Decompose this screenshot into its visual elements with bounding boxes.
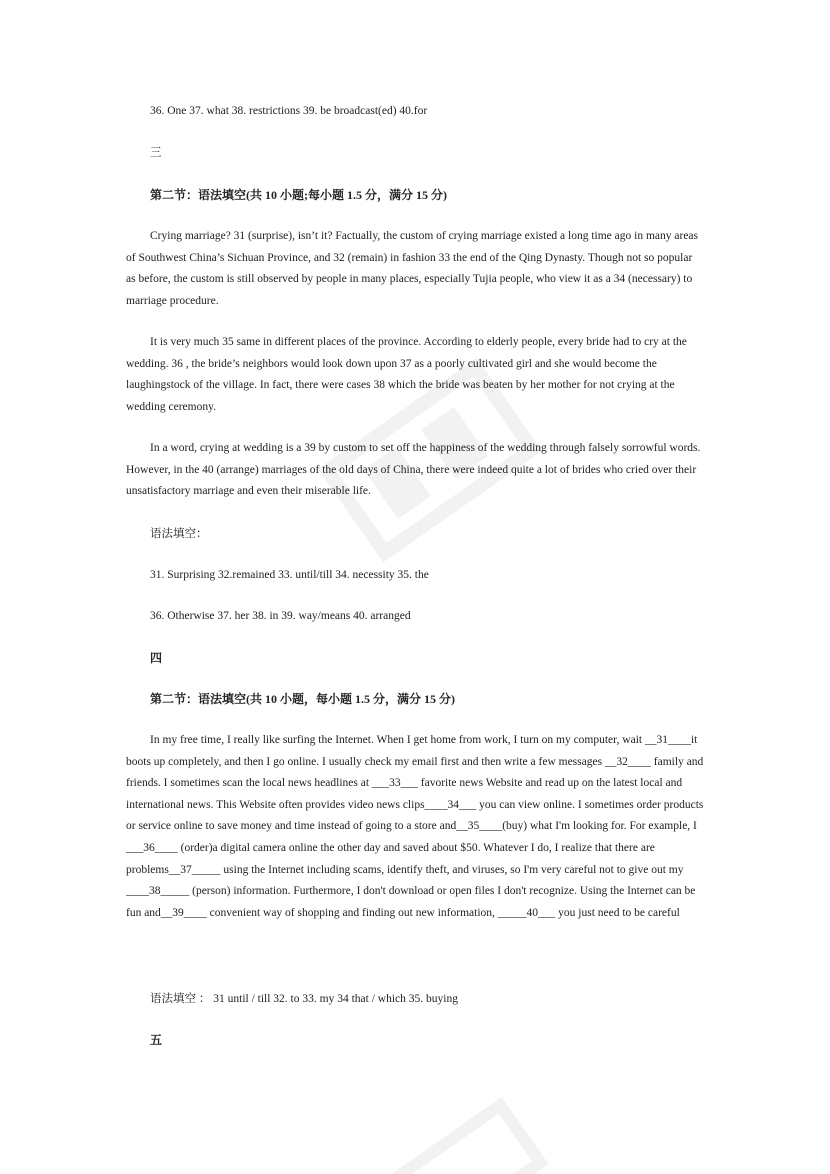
previous-answers: 36. One 37. what 38. restrictions 39. be broadcast(ed) 40.for xyxy=(150,105,428,117)
section-four-paragraph xyxy=(126,730,704,924)
section-four-answers: 语法填空 ： 31 until / till 32. to 33. my 34 that / which 35. buying xyxy=(150,993,458,1005)
paragraph-text: In a word, crying at wedding is a 39 by custom to set off the happiness of the wedding through falsely sorrowful words. However, in the 40 (arrange) marriages of the old days of China, there were indeed quite a lot of brides who cried over their unsatisfactory marriage and even their miserable life. xyxy=(126,442,701,498)
section-three-heading: 第二节：语法填空(共 10 小题;每小题 1.5 分，满分 15 分) xyxy=(150,188,447,202)
paragraph-text: Crying marriage? 31 (surprise), isn’t it? Factually, the custom of crying marriage existed a long time ago in many areas of Southwest China’s Sichuan Province, and 32 (remain) in fashion 33 the end of the Qing Dynasty. Though not so popular as before, the custom is still observed by people in many places, especially Tujia people, who view it as a 34 (necessary) to marriage procedure. xyxy=(126,230,699,307)
paragraph-text: In my free time, I really like surfing the Internet. When I get home from work, I turn on my computer, wait __31____it boots up completely, and then I go online. I usually check my email first and then write a few messages __32____ family and friends. I sometimes scan the local news headlines at ___33___ favorite news Website and read up on the latest local and international news. This Website often provides video news clips____34___ you can view online. I sometimes order products or service online to save money and time instead of going to a store and__35____(buy) what I'm looking for. For example, I ___36____ (order)a digital camera online the other day and saved about $50. Whatever I do, I realize that there are problems__37_____ using the Internet including scams, identify theft, and viruses, so I'm very careful not to give out my ____38_____ (person) information. Furthermore, I don't download or open files I don't recognize. Using the Internet can be fun and__39____ convenient way of shopping and finding out new information, _____40___ you just need to be careful xyxy=(126,734,704,919)
section-number-three: 三 xyxy=(150,147,162,159)
watermark-seal-bottom xyxy=(360,1080,560,1174)
section-number-four: 四 xyxy=(150,651,163,665)
section-three-answers-2: 36. Otherwise 37. her 38. in 39. way/means 40. arranged xyxy=(150,610,411,622)
section-three-paragraph-3 xyxy=(126,438,704,503)
section-three-answers-1: 31. Surprising 32.remained 33. until/till 34. necessity 35. the xyxy=(150,569,429,581)
paragraph-text: It is very much 35 same in different places of the province. According to elderly people, every bride had to cry at the wedding. 36 , the bride’s neighbors would look down upon 37 as a poorly cultivated girl and she would become the laughingstock of the village. In fact, there were cases 38 which the bride was beaten by her mother for not crying at the wedding ceremony. xyxy=(126,336,687,413)
section-three-paragraph-1 xyxy=(126,226,704,312)
section-four-heading: 第二节：语法填空(共 10 小题，每小题 1.5 分，满分 15 分) xyxy=(150,692,455,706)
section-three-paragraph-2 xyxy=(126,332,704,418)
section-three-answer-label: 语法填空： xyxy=(150,528,208,540)
section-number-five: 五 xyxy=(150,1033,163,1047)
